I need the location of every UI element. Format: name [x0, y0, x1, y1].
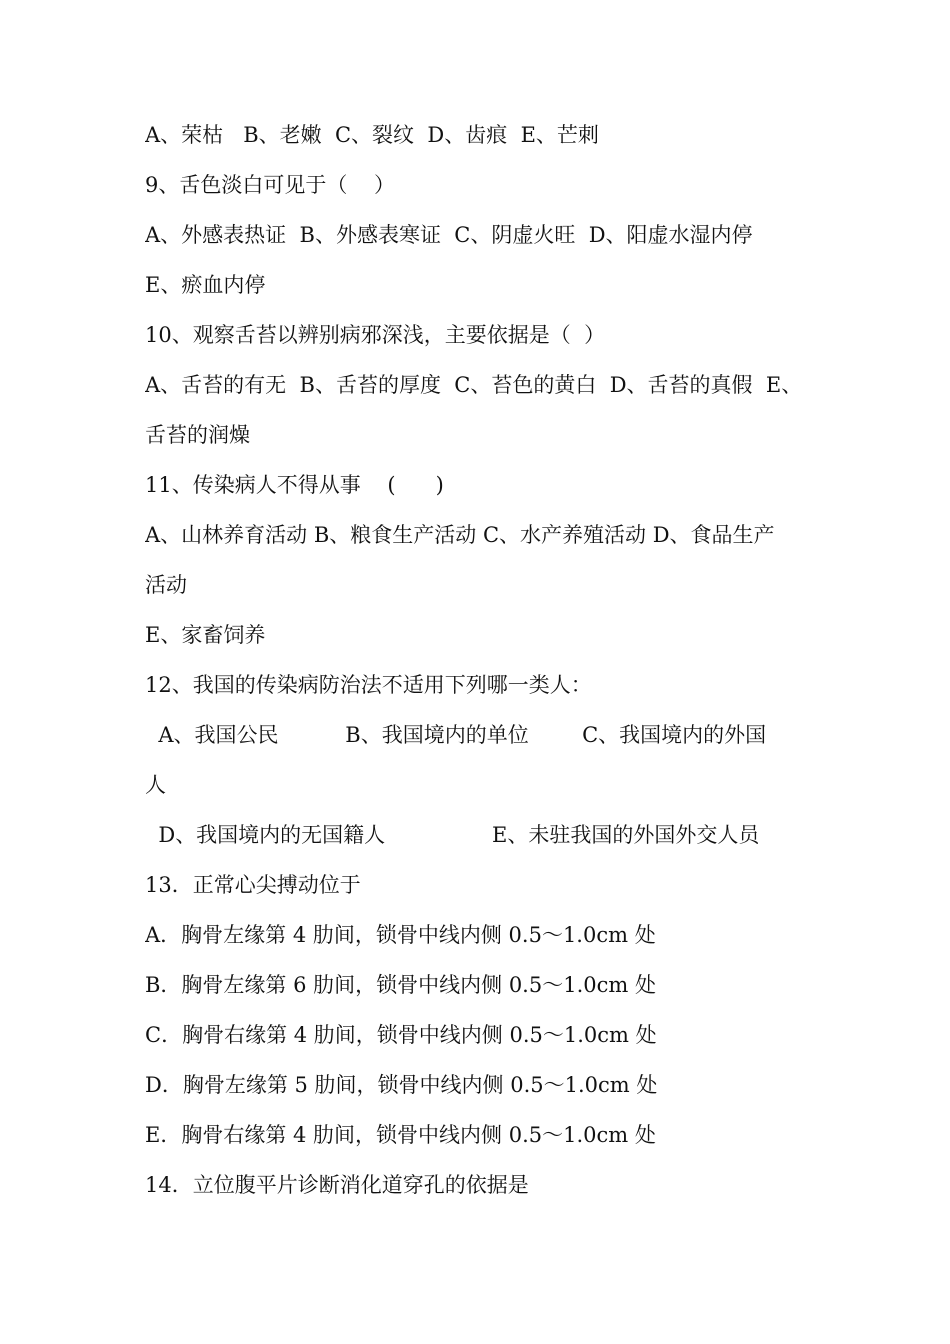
q13-option-d: D．胸骨左缘第 5 肋间，锁骨中线内侧 0.5～1.0cm 处	[145, 1073, 658, 1097]
q9-options: A、外感表热证 B、外感表寒证 C、阴虚火旺 D、阳虚水湿内停	[145, 223, 753, 247]
q12-options-de: D、我国境内的无国籍人 E、未驻我国的外国外交人员	[145, 823, 760, 847]
q13-option-e: E．胸骨右缘第 4 肋间，锁骨中线内侧 0.5～1.0cm 处	[145, 1123, 656, 1147]
q13-option-c: C．胸骨右缘第 4 肋间，锁骨中线内侧 0.5～1.0cm 处	[145, 1023, 657, 1047]
q11-options-cont: 活动	[145, 573, 187, 597]
q11-question: 11、传染病人不得从事 ( )	[145, 473, 444, 497]
q12-options-abc-cont: 人	[145, 773, 166, 797]
q10-options: A、舌苔的有无 B、舌苔的厚度 C、苔色的黄白 D、舌苔的真假 E、	[145, 373, 803, 397]
document-body	[145, 110, 817, 1210]
q11-option-e: E、家畜饲养	[145, 623, 266, 647]
q9-option-e: E、瘀血内停	[145, 273, 266, 297]
q12-question: 12、我国的传染病防治法不适用下列哪一类人：	[145, 673, 592, 697]
q10-options-cont: 舌苔的润燥	[145, 423, 250, 447]
q9-question: 9、舌色淡白可见于（ ）	[145, 173, 396, 197]
q8-options: A、荣枯 B、老嫩 C、裂纹 D、齿痕 E、芒刺	[145, 123, 599, 147]
q13-question: 13．正常心尖搏动位于	[145, 873, 361, 897]
q10-question: 10、观察舌苔以辨别病邪深浅，主要依据是（ ）	[145, 323, 606, 347]
q13-option-a: A．胸骨左缘第 4 肋间，锁骨中线内侧 0.5～1.0cm 处	[145, 923, 656, 947]
q12-options-abc: A、我国公民 B、我国境内的单位 C、我国境内的外国	[145, 723, 767, 747]
q11-options: A、山林养育活动 B、粮食生产活动 C、水产养殖活动 D、食品生产	[145, 523, 775, 547]
q13-option-b: B．胸骨左缘第 6 肋间，锁骨中线内侧 0.5～1.0cm 处	[145, 973, 656, 997]
q14-question: 14．立位腹平片诊断消化道穿孔的依据是	[145, 1173, 529, 1197]
